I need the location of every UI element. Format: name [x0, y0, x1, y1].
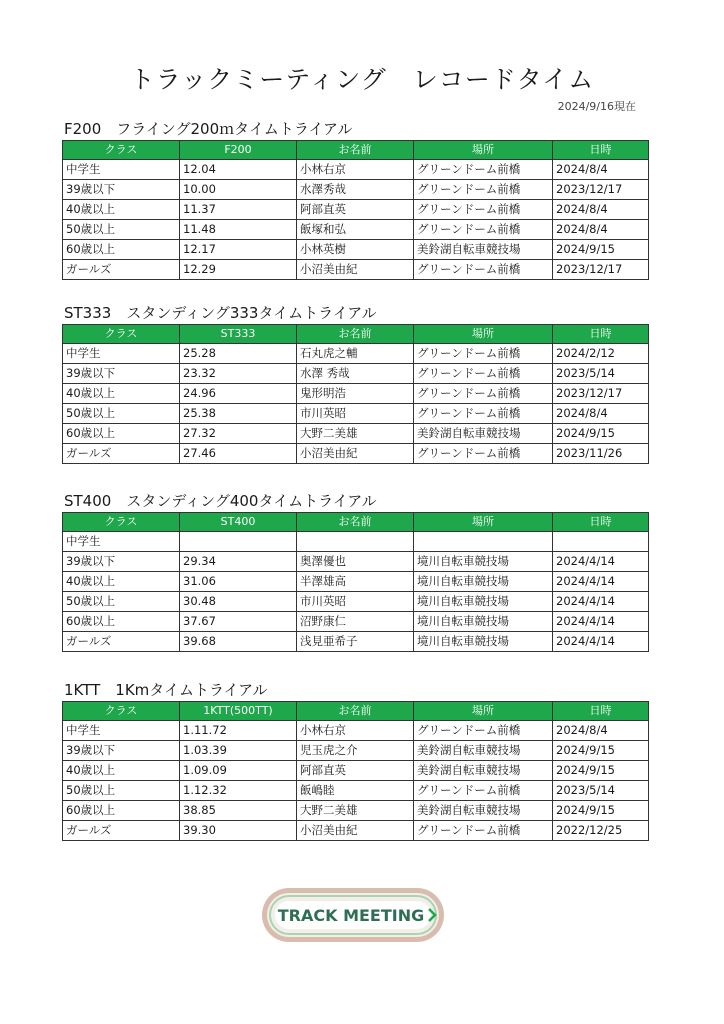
- cell-name: 大野二美雄: [297, 801, 414, 821]
- table-row: [63, 721, 649, 741]
- header-venue: 場所: [414, 325, 553, 344]
- cell-class: 39歳以下: [63, 741, 180, 761]
- cell-class: 39歳以下: [63, 364, 180, 384]
- cell-date: 2024/8/4: [553, 200, 649, 220]
- table-row: [63, 741, 649, 761]
- cell-name: 石丸虎之輔: [297, 344, 414, 364]
- cell-date: 2023/5/14: [553, 781, 649, 801]
- header-time: F200: [180, 141, 297, 160]
- cell-venue: グリーンドーム前橋: [414, 404, 553, 424]
- record-table: [62, 701, 649, 841]
- cell-date: 2023/12/17: [553, 180, 649, 200]
- record-table: [62, 512, 649, 652]
- cell-venue: グリーンドーム前橋: [414, 180, 553, 200]
- table-row: [63, 552, 649, 572]
- cell-name: 小沼美由紀: [297, 260, 414, 280]
- table-row: [63, 240, 649, 260]
- cell-date: 2024/4/14: [553, 632, 649, 652]
- header-class: クラス: [63, 325, 180, 344]
- cell-class: 39歳以下: [63, 180, 180, 200]
- header-time: ST400: [180, 513, 297, 532]
- header-venue: 場所: [414, 513, 553, 532]
- record-table: [62, 140, 649, 280]
- table-row: [63, 384, 649, 404]
- cell-venue: 美鈴湖自転車競技場: [414, 741, 553, 761]
- header-venue: 場所: [414, 702, 553, 721]
- cell-class: ガールズ: [63, 632, 180, 652]
- cell-class: ガールズ: [63, 444, 180, 464]
- header-name: お名前: [297, 325, 414, 344]
- cell-time: [180, 532, 297, 552]
- cell-date: 2024/8/4: [553, 404, 649, 424]
- cell-time: 39.68: [180, 632, 297, 652]
- header-class: クラス: [63, 141, 180, 160]
- cell-date: 2024/9/15: [553, 741, 649, 761]
- cell-date: [553, 532, 649, 552]
- cell-time: 1.09.09: [180, 761, 297, 781]
- cell-name: 阿部直英: [297, 761, 414, 781]
- cell-time: 25.28: [180, 344, 297, 364]
- cell-time: 39.30: [180, 821, 297, 841]
- cell-class: 60歳以上: [63, 240, 180, 260]
- cell-name: 鬼形明浩: [297, 384, 414, 404]
- cell-class: ガールズ: [63, 821, 180, 841]
- cell-name: 阿部直英: [297, 200, 414, 220]
- cell-class: 50歳以上: [63, 781, 180, 801]
- cell-date: 2024/8/4: [553, 160, 649, 180]
- table-header-row: [63, 702, 649, 721]
- cell-name: 水澤 秀哉: [297, 364, 414, 384]
- table-row: [63, 160, 649, 180]
- section-title: F200 フライング200ｍタイムトライアル: [64, 120, 353, 138]
- as-of-date: 2024/9/16現在: [557, 100, 636, 113]
- cell-name: 大野二美雄: [297, 424, 414, 444]
- cell-name: 奥澤優也: [297, 552, 414, 572]
- cell-date: 2024/4/14: [553, 592, 649, 612]
- cell-name: 浅見亜希子: [297, 632, 414, 652]
- section-title: 1KTT 1Kmタイムトライアル: [64, 681, 268, 699]
- cell-venue: グリーンドーム前橋: [414, 821, 553, 841]
- cell-class: 60歳以上: [63, 424, 180, 444]
- cell-time: 12.17: [180, 240, 297, 260]
- cell-venue: グリーンドーム前橋: [414, 160, 553, 180]
- table-row: [63, 592, 649, 612]
- cell-time: 12.04: [180, 160, 297, 180]
- cell-time: 24.96: [180, 384, 297, 404]
- table-header-row: [63, 513, 649, 532]
- table-row: [63, 220, 649, 240]
- cell-date: 2024/2/12: [553, 344, 649, 364]
- cell-time: 31.06: [180, 572, 297, 592]
- page-title: トラックミーティング レコードタイム: [129, 65, 595, 94]
- cell-name: 小沼美由紀: [297, 444, 414, 464]
- cell-time: 23.32: [180, 364, 297, 384]
- cell-venue: [414, 532, 553, 552]
- track-meeting-logo: [261, 887, 445, 943]
- cell-time: 30.48: [180, 592, 297, 612]
- cell-class: 50歳以上: [63, 220, 180, 240]
- cell-venue: 境川自転車競技場: [414, 592, 553, 612]
- cell-venue: 境川自転車競技場: [414, 632, 553, 652]
- header-class: クラス: [63, 513, 180, 532]
- cell-class: 50歳以上: [63, 404, 180, 424]
- cell-time: 29.34: [180, 552, 297, 572]
- cell-name: 小沼美由紀: [297, 821, 414, 841]
- header-name: お名前: [297, 141, 414, 160]
- section-st400: [62, 490, 648, 652]
- cell-class: 60歳以上: [63, 612, 180, 632]
- cell-time: 27.46: [180, 444, 297, 464]
- table-row: [63, 761, 649, 781]
- table-row: [63, 424, 649, 444]
- cell-name: 児玉虎之介: [297, 741, 414, 761]
- cell-date: 2023/12/17: [553, 384, 649, 404]
- section-1ktt: [62, 679, 648, 841]
- cell-date: 2023/12/17: [553, 260, 649, 280]
- cell-name: 小林右京: [297, 160, 414, 180]
- header-date: 日時: [553, 141, 649, 160]
- cell-date: 2024/9/15: [553, 424, 649, 444]
- table-row: [63, 572, 649, 592]
- table-row: [63, 632, 649, 652]
- record-table: [62, 324, 649, 464]
- cell-name: 水澤秀哉: [297, 180, 414, 200]
- header-date: 日時: [553, 325, 649, 344]
- table-row: [63, 612, 649, 632]
- cell-date: 2024/9/15: [553, 801, 649, 821]
- header-date: 日時: [553, 513, 649, 532]
- track-logo-graphic: [261, 887, 445, 943]
- cell-time: 1.11.72: [180, 721, 297, 741]
- cell-time: 10.00: [180, 180, 297, 200]
- cell-name: 小林右京: [297, 721, 414, 741]
- cell-name: [297, 532, 414, 552]
- cell-venue: 境川自転車競技場: [414, 572, 553, 592]
- cell-class: 40歳以上: [63, 384, 180, 404]
- table-row: [63, 781, 649, 801]
- table-row: [63, 821, 649, 841]
- cell-time: 1.03.39: [180, 741, 297, 761]
- cell-class: 60歳以上: [63, 801, 180, 821]
- table-row: [63, 344, 649, 364]
- cell-venue: グリーンドーム前橋: [414, 781, 553, 801]
- table-row: [63, 404, 649, 424]
- cell-name: 半澤雄高: [297, 572, 414, 592]
- section-title: ST333 スタンディング333タイムトライアル: [64, 304, 377, 322]
- cell-class: ガールズ: [63, 260, 180, 280]
- header-class: クラス: [63, 702, 180, 721]
- table-header-row: [63, 325, 649, 344]
- cell-time: 11.37: [180, 200, 297, 220]
- cell-time: 12.29: [180, 260, 297, 280]
- cell-class: 40歳以上: [63, 200, 180, 220]
- cell-class: 50歳以上: [63, 592, 180, 612]
- cell-date: 2024/8/4: [553, 220, 649, 240]
- cell-venue: グリーンドーム前橋: [414, 364, 553, 384]
- cell-date: 2024/9/15: [553, 240, 649, 260]
- cell-venue: 境川自転車競技場: [414, 612, 553, 632]
- cell-name: 市川英昭: [297, 404, 414, 424]
- cell-class: 中学生: [63, 532, 180, 552]
- cell-class: 40歳以上: [63, 572, 180, 592]
- cell-venue: 美鈴湖自転車競技場: [414, 761, 553, 781]
- cell-date: 2023/5/14: [553, 364, 649, 384]
- section-f200: [62, 118, 648, 280]
- cell-name: 飯塚和弘: [297, 220, 414, 240]
- header-name: お名前: [297, 702, 414, 721]
- cell-venue: グリーンドーム前橋: [414, 721, 553, 741]
- cell-name: 市川英昭: [297, 592, 414, 612]
- cell-name: 小林英樹: [297, 240, 414, 260]
- cell-venue: 美鈴湖自転車競技場: [414, 240, 553, 260]
- table-row: [63, 180, 649, 200]
- header-time: 1KTT(500TT): [180, 702, 297, 721]
- table-row: [63, 200, 649, 220]
- table-row: [63, 260, 649, 280]
- cell-class: 39歳以下: [63, 552, 180, 572]
- cell-time: 37.67: [180, 612, 297, 632]
- cell-venue: 境川自転車競技場: [414, 552, 553, 572]
- cell-name: 飯嶋睦: [297, 781, 414, 801]
- cell-name: 沼野康仁: [297, 612, 414, 632]
- header-time: ST333: [180, 325, 297, 344]
- cell-class: 中学生: [63, 160, 180, 180]
- cell-class: 40歳以上: [63, 761, 180, 781]
- section-title: ST400 スタンディング400タイムトライアル: [64, 492, 377, 510]
- cell-time: 1.12.32: [180, 781, 297, 801]
- cell-time: 38.85: [180, 801, 297, 821]
- table-row: [63, 364, 649, 384]
- cell-venue: 美鈴湖自転車競技場: [414, 424, 553, 444]
- table-header-row: [63, 141, 649, 160]
- cell-date: 2023/11/26: [553, 444, 649, 464]
- cell-class: 中学生: [63, 721, 180, 741]
- cell-venue: 美鈴湖自転車競技場: [414, 801, 553, 821]
- cell-venue: グリーンドーム前橋: [414, 384, 553, 404]
- logo-text: TRACK MEETING: [277, 906, 425, 925]
- cell-time: 11.48: [180, 220, 297, 240]
- header-venue: 場所: [414, 141, 553, 160]
- cell-date: 2024/9/15: [553, 761, 649, 781]
- cell-venue: グリーンドーム前橋: [414, 260, 553, 280]
- cell-date: 2022/12/25: [553, 821, 649, 841]
- cell-time: 25.38: [180, 404, 297, 424]
- cell-venue: グリーンドーム前橋: [414, 344, 553, 364]
- table-row: [63, 801, 649, 821]
- cell-venue: グリーンドーム前橋: [414, 200, 553, 220]
- cell-time: 27.32: [180, 424, 297, 444]
- cell-venue: グリーンドーム前橋: [414, 444, 553, 464]
- header-name: お名前: [297, 513, 414, 532]
- cell-date: 2024/4/14: [553, 612, 649, 632]
- table-row: [63, 532, 649, 552]
- cell-date: 2024/4/14: [553, 572, 649, 592]
- cell-venue: グリーンドーム前橋: [414, 220, 553, 240]
- cell-class: 中学生: [63, 344, 180, 364]
- section-st333: [62, 302, 648, 464]
- header-date: 日時: [553, 702, 649, 721]
- table-row: [63, 444, 649, 464]
- cell-date: 2024/8/4: [553, 721, 649, 741]
- cell-date: 2024/4/14: [553, 552, 649, 572]
